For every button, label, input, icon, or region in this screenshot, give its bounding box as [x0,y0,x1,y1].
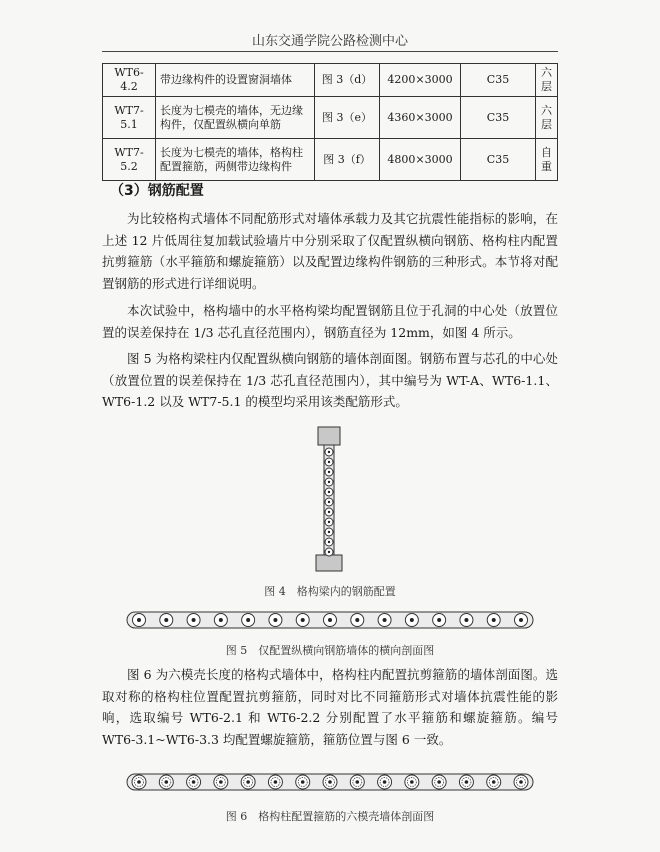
fig4-rebar [328,491,330,493]
header-rule [102,51,558,52]
cell-id: WT7-5.1 [103,97,156,139]
cell-size: 4800×3000 [380,139,461,181]
fig4-rebar [328,551,330,553]
paragraph: 为比较格构式墙体不同配筋形式对墙体承载力及其它抗震性能指标的影响，在上述 12 片低周往复加载试验墙片中分别采取了仅配置纵横向钢筋、格构柱内配置抗剪箍筋（水平箍筋和螺旋箍筋）以及配置边缘构件钢筋的三种形式。本节将对配置钢筋的形式进行详细说明。 [102,211,558,291]
cell-desc: 长度为七模壳的墙体，格构柱配置箍筋，两侧带边缘构件 [156,139,315,181]
fig5-rebar [328,618,332,622]
fig6-rebar [274,780,278,784]
fig6-rebar [465,780,469,784]
fig6-rebar [492,780,496,784]
cell-grade: C35 [461,97,536,139]
fig4-rebar [328,531,330,533]
fig5-rebar [410,618,414,622]
fig4-rebar [328,461,330,463]
paragraph: 本次试验中，格构墙中的水平格构梁均配置钢筋且位于孔洞的中心处（放置位置的误差保持在 1/3 芯孔直径范围内），钢筋直径为 12mm，如图 4 所示。 [102,303,558,340]
table-row [103,97,558,139]
fig6-rebar [137,780,141,784]
fig5-rebar [464,618,468,622]
fig5-rebar [355,618,359,622]
fig4-rebar [328,481,330,483]
fig5-rebar [492,618,496,622]
cell-desc: 带边缘构件的设置窗洞墙体 [156,64,315,97]
fig6-rebar [328,780,332,784]
cell-fig: 图 3（f） [315,139,380,181]
table-row [103,64,558,97]
fig6-caption: 图 6 格构柱配置箍筋的六模壳墙体剖面图 [225,810,435,823]
fig6-rebar [355,780,359,784]
fig4-caption: 图 4 格构梁内的钢筋配置 [264,585,396,598]
fig5-rebar [219,618,223,622]
fig5-rebar [164,618,168,622]
fig4-rebar [328,501,330,503]
fig6-rebar [383,780,387,784]
fig5-rebar [519,618,523,622]
fig5-caption: 图 5 仅配置纵横向钢筋墙体的横向剖面图 [225,644,435,657]
page-header: 山东交通学院公路检测中心 [251,34,408,49]
fig6-rebar [219,780,223,784]
table-row [103,139,558,181]
cell-load: 六层 [536,64,558,97]
fig4-rebar [328,471,330,473]
fig6-rebar [410,780,414,784]
cell-load: 六层 [536,97,558,139]
cell-load: 自重 [536,139,558,181]
fig5-rebar [301,618,305,622]
cell-fig: 图 3（d） [315,64,380,97]
fig5-rebar [192,618,196,622]
fig6-rebar [519,780,523,784]
cell-grade: C35 [461,64,536,97]
cell-grade: C35 [461,139,536,181]
fig5-wall-section [125,608,535,632]
fig5-rebar [137,618,141,622]
cell-size: 4360×3000 [380,97,461,139]
cell-size: 4200×3000 [380,64,461,97]
fig5-rebar [437,618,441,622]
specimen-table [102,63,558,181]
fig4-rebar [328,511,330,513]
fig6-wall-section [125,770,535,794]
fig5-rebar [246,618,250,622]
fig6-rebar [437,780,441,784]
paragraph: 图 6 为六模壳长度的格构式墙体中，格构柱内配置抗剪箍筋的墙体剖面图。选取对称的格构柱位置配置抗剪箍筋，同时对比不同箍筋形式对墙体抗震性能的影响，选取编号 WT6-2.1 和 WT6-2.2 分别配置了水平箍筋和螺旋箍筋。编号 WT6-3.1~WT6-3.3 均配置螺旋箍筋，箍筋位置与图 6 一致。 [102,667,558,747]
fig4-rebar [328,521,330,523]
fig6-rebar [164,780,168,784]
fig6-rebar [301,780,305,784]
fig6-rebar [192,780,196,784]
paragraph: 图 5 为格构梁柱内仅配置纵横向钢筋的墙体剖面图。钢筋布置与芯孔的中心处（放置位置的误差保持在 1/3 芯孔直径范围内），其中编号为 WT-A、WT6-1.1、WT6-1.2 以及 WT7-5.1 的模型均采用该类配筋形式。 [102,351,558,409]
cell-desc: 长度为七模壳的墙体，无边缘构件，仅配置纵横向单筋 [156,97,315,139]
fig4-rebar [328,541,330,543]
cell-id: WT7-5.2 [103,139,156,181]
fig5-rebar [273,618,277,622]
cell-id: WT6-4.2 [103,64,156,97]
cell-fig: 图 3（e） [315,97,380,139]
fig5-rebar [383,618,387,622]
fig4-beam-section [300,425,360,575]
fig4-top-block [318,427,340,445]
fig4-rebar [328,451,330,453]
fig6-rebar [246,780,250,784]
fig4-bottom-block [316,555,342,571]
section-title: （3）钢筋配置 [110,183,204,199]
